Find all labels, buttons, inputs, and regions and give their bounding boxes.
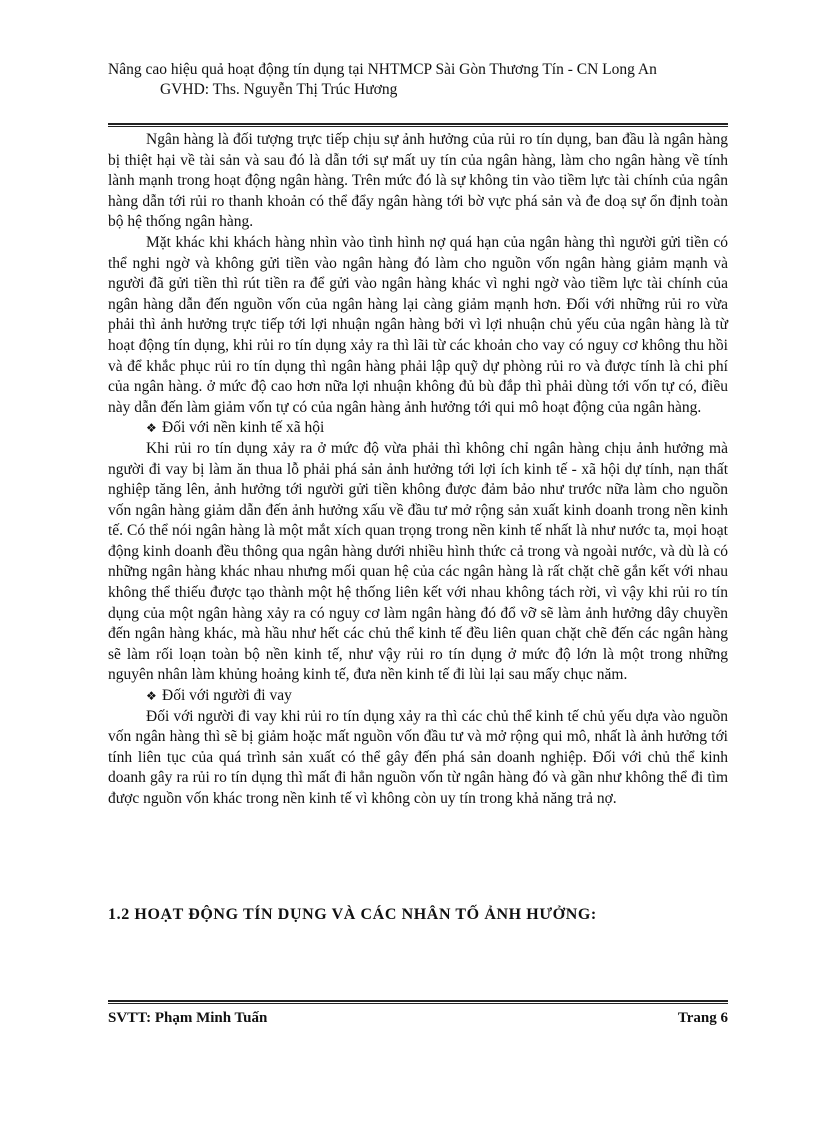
paragraph-2: Mặt khác khi khách hàng nhìn vào tình hình nợ quá hạn của ngân hàng thì người gửi tiền có thể nghi ngờ và không gửi tiền vào ngân hàng đó làm cho nguồn vốn ngân hàng giảm mạnh và người đã gửi tiền thì rút tiền ra để gửi vào ngân hàng khác vì nghi ngờ vào tiềm lực tài chính của ngân hàng dẫn đến nguồn vốn của ngân hàng lại càng giảm mạnh hơn. Đối với những rủi ro vừa phải thì ảnh hưởng trực tiếp tới lợi nhuận ngân hàng bởi vì lợi nhuận chủ yếu của ngân hàng là từ hoạt động tín dụng, khi rủi ro tín dụng xảy ra thì lãi từ các khoản cho vay có nguy cơ không thu hồi và để khắc phục rủi ro tín dụng thì ngân hàng phải lập quỹ dự phòng rủi ro và được tính là chi phí của ngân hàng. ở mức độ cao hơn nữa lợi nhuận không đủ bù đắp thì phải dùng tới vốn tự có, điều này dẫn đến làm giảm vốn tự có của ngân hàng ảnh hưởng tới qui mô hoạt động của ngân hàng. <box>108 233 728 416</box>
diamond-bullet-icon: ❖ <box>146 689 157 704</box>
bullet-item-borrower <box>108 686 728 707</box>
page-footer <box>108 1010 728 1027</box>
paragraph-4: Đối với người đi vay khi rủi ro tín dụng xảy ra thì các chủ thể kinh tế chủ yếu dựa vào nguồn vốn ngân hàng thì sẽ bị giảm hoặc mất nguồn vốn đầu tư và mở rộng qui mô, nhất là ảnh hưởng tới tính liên tục của quá trình sản xuất có thể gây đến phá sản doanh nghiệp. Đối với chủ thể kinh doanh gây ra rủi ro tín dụng thì mất đi hẳn nguồn vốn từ ngân hàng đó và gần như không thể đi tìm được nguồn vốn khác trong nền kinh tế vì không còn uy tín trong khả năng trả nợ. <box>108 707 728 807</box>
footer-rule <box>108 1000 728 1004</box>
header-title: Nâng cao hiệu quả hoạt động tín dụng tại NHTMCP Sài Gòn Thương Tín - CN Long An <box>108 61 657 78</box>
section-heading: 1.2 HOẠT ĐỘNG TÍN DỤNG VÀ CÁC NHÂN TỐ ẢNH HƯỞNG: <box>108 906 597 923</box>
header-rule <box>108 123 728 127</box>
header-supervisor: GVHD: Ths. Nguyễn Thị Trúc Hương <box>160 81 398 98</box>
page-header <box>108 60 728 100</box>
paragraph-3: Khi rủi ro tín dụng xảy ra ở mức độ vừa phải thì không chỉ ngân hàng chịu ảnh hưởng mà người đi vay bị làm ăn thua lỗ phải phá sản ảnh hưởng tới lợi ích kinh tế - xã hội dự tính, nạn thất nghiệp tăng lên, ảnh hưởng tới người gửi tiền không được đảm bảo như trước nữa làm cho nguồn vốn ngân hàng giảm dẫn đến ảnh hưởng xấu về đầu tư mở rộng sản xuất kinh doanh trong nền kinh tế. Có thể nói ngân hàng là một mắt xích quan trọng trong nền kinh tế nhất là như nước ta, mọi hoạt động kinh doanh đều thông qua ngân hàng dưới nhiều hình thức cả trong và ngoài nước, và dù là có những ngân hàng khác nhau nhưng mối quan hệ của các ngân hàng là rất chặt chẽ gắn kết với nhau không thể thiếu được tạo thành một hệ thống liên kết với nhau không tách rời, vì vậy khi rủi ro tín dụng của một ngân hàng xảy ra có nguy cơ làm ngân hàng đó đổ vỡ sẽ làm ảnh hưởng dây chuyền đến ngân hàng khác, mà hầu như hết các chủ thể kinh tế đều liên quan chặt chẽ đến các ngân hàng sẽ làm rối loạn toàn bộ nền kinh tế, như vậy rủi ro tín dụng ở mức độ lớn là một trong những nguyên nhân làm khủng hoảng kinh tế, đưa nền kinh tế đi lùi lại sau mấy chục năm. <box>108 439 728 684</box>
bullet-label: Đối với nền kinh tế xã hội <box>162 419 325 437</box>
bullet-item-economy <box>108 418 728 439</box>
diamond-bullet-icon: ❖ <box>146 421 157 436</box>
footer-author: SVTT: Phạm Minh Tuấn <box>108 1010 268 1026</box>
paragraph-1: Ngân hàng là đối tượng trực tiếp chịu sự ảnh hưởng của rủi ro tín dụng, ban đầu là ngân hàng bị thiệt hại về tài sản và sau đó là dẫn tới sự mất uy tín của ngân hàng, làm cho ngân hàng về tính lành mạnh trong hoạt động ngân hàng. Trên mức đó là sự không tin vào tiềm lực tài chính của ngân hàng dẫn tới rủi ro thanh khoản có thể đẩy ngân hàng tới bờ vực phá sản và đe doạ sự ổn định toàn bộ hệ thống ngân hàng. <box>108 131 728 231</box>
body-text <box>108 130 728 810</box>
footer-page-number: Trang 6 <box>677 1010 728 1026</box>
bullet-label: Đối với người đi vay <box>162 687 292 705</box>
